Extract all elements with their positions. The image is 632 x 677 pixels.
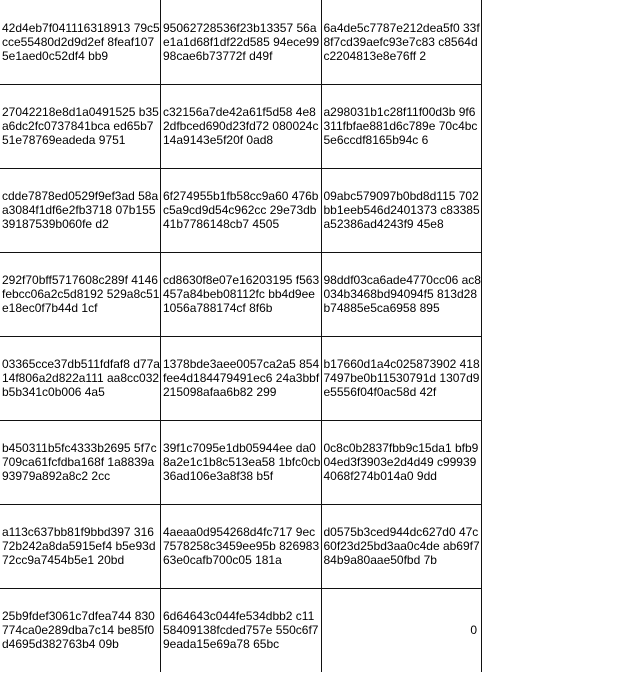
table-cell: 1378bde3aee0057ca2a5 854fee4d184479491ec6 24a3bbf215098afaa6b82 299: [161, 336, 322, 420]
table-row: [0, 168, 482, 252]
table-cell: 95062728536f23b13357 56ae1a1d68f1df22d585 94ece9998cae6b73772f d49f: [161, 0, 322, 84]
table-cell: d0575b3ced944dc627d0 47c60f23d25bd3aa0c4de ab69f784b9a80aae50fbd 7b: [321, 504, 482, 588]
table-cell: a113c637bb81f9bbd397 31672b242a8da5915ef4 b5e93d72cc9a7454b5e1 20bd: [0, 504, 161, 588]
table-cell: 09abc579097b0bd8d115 702bb1eeb546d2401373 c83385a52386ad4243f9 45e8: [321, 168, 482, 252]
table-cell: b450311b5fc4333b2695 5f7c709ca61fcfdba168f 1a8839a93979a892a8c2 2cc: [0, 420, 161, 504]
table-cell: 25b9fdef3061c7dfea744 830774ca0e289dba7c14 be85f0d4695d382763b4 09b: [0, 588, 161, 672]
table-row: [0, 84, 482, 168]
table-cell: 4aeaa0d954268d4fc717 9ec7578258c3459ee95b 82698363e0cafb700c05 181a: [161, 504, 322, 588]
table-cell: cdde7878ed0529f9ef3ad 58aa3084f1df6e2fb3718 07b15539187539b060fe d2: [0, 168, 161, 252]
table-cell: a298031b1c28f11f00d3b 9f6311fbfae881d6c789e 70c4bc5e6ccdf8165b94c 6: [321, 84, 482, 168]
table-cell: 27042218e8d1a0491525 b35a6dc2fc0737841bca ed65b751e78769eadeda 9751: [0, 84, 161, 168]
table-row: [0, 588, 482, 672]
table-cell: 42d4eb7f041116318913 79c5cce55480d2d9d2ef 8feaf1075e1aed0c52df4 bb9: [0, 0, 161, 84]
table-cell: 292f70bff5717608c289f 4146febcc06a2c5d8192 529a8c51e18ec0f7b44d 1cf: [0, 252, 161, 336]
table-cell: 6d64643c044fe534dbb2 c1158409138fcded757e 550c6f79eada15e69a78 65bc: [161, 588, 322, 672]
table-cell: 0c8c0b2837fbb9c15da1 bfb904ed3f3903e2d4d49 c999394068f274b014a0 9dd: [321, 420, 482, 504]
table-cell: 0: [321, 588, 482, 672]
table-cell: b17660d1a4c025873902 4187497be0b11530791d 1307d9e5556f04f0ac58d 42f: [321, 336, 482, 420]
table-cell: c32156a7de42a61f5d58 4e82dfbced690d23fd72 080024c14a9143e5f20f 0ad8: [161, 84, 322, 168]
table-cell: 6f274955b1fb58cc9a60 476bc5a9cd9d54c962cc 29e73db41b7786148cb7 4505: [161, 168, 322, 252]
table-cell: 03365cce37db511fdfaf8 d77a14f806a2d822a111 aa8cc032b5b341c0b006 4a5: [0, 336, 161, 420]
table-row: [0, 504, 482, 588]
table-row: [0, 420, 482, 504]
table-cell: 39f1c7095e1db05944ee da08a2e1c1b8c513ea58 1bfc0cb36ad106e3a8f38 b5f: [161, 420, 322, 504]
table-cell: 98ddf03ca6ade4770cc06 ac8034b3468bd94094f5 813d28b74885e5ca6958 895: [321, 252, 482, 336]
table-row: [0, 252, 482, 336]
table-row: [0, 336, 482, 420]
table-row: [0, 0, 482, 84]
table-cell: cd8630f8e07e16203195 f563457a84beb08112fc bb4d9ee1056a788174cf 8f6b: [161, 252, 322, 336]
table-cell: 6a4de5c7787e212dea5f0 33f8f7cd39aefc93e7c83 c8564dc2204813e8e76ff 2: [321, 0, 482, 84]
